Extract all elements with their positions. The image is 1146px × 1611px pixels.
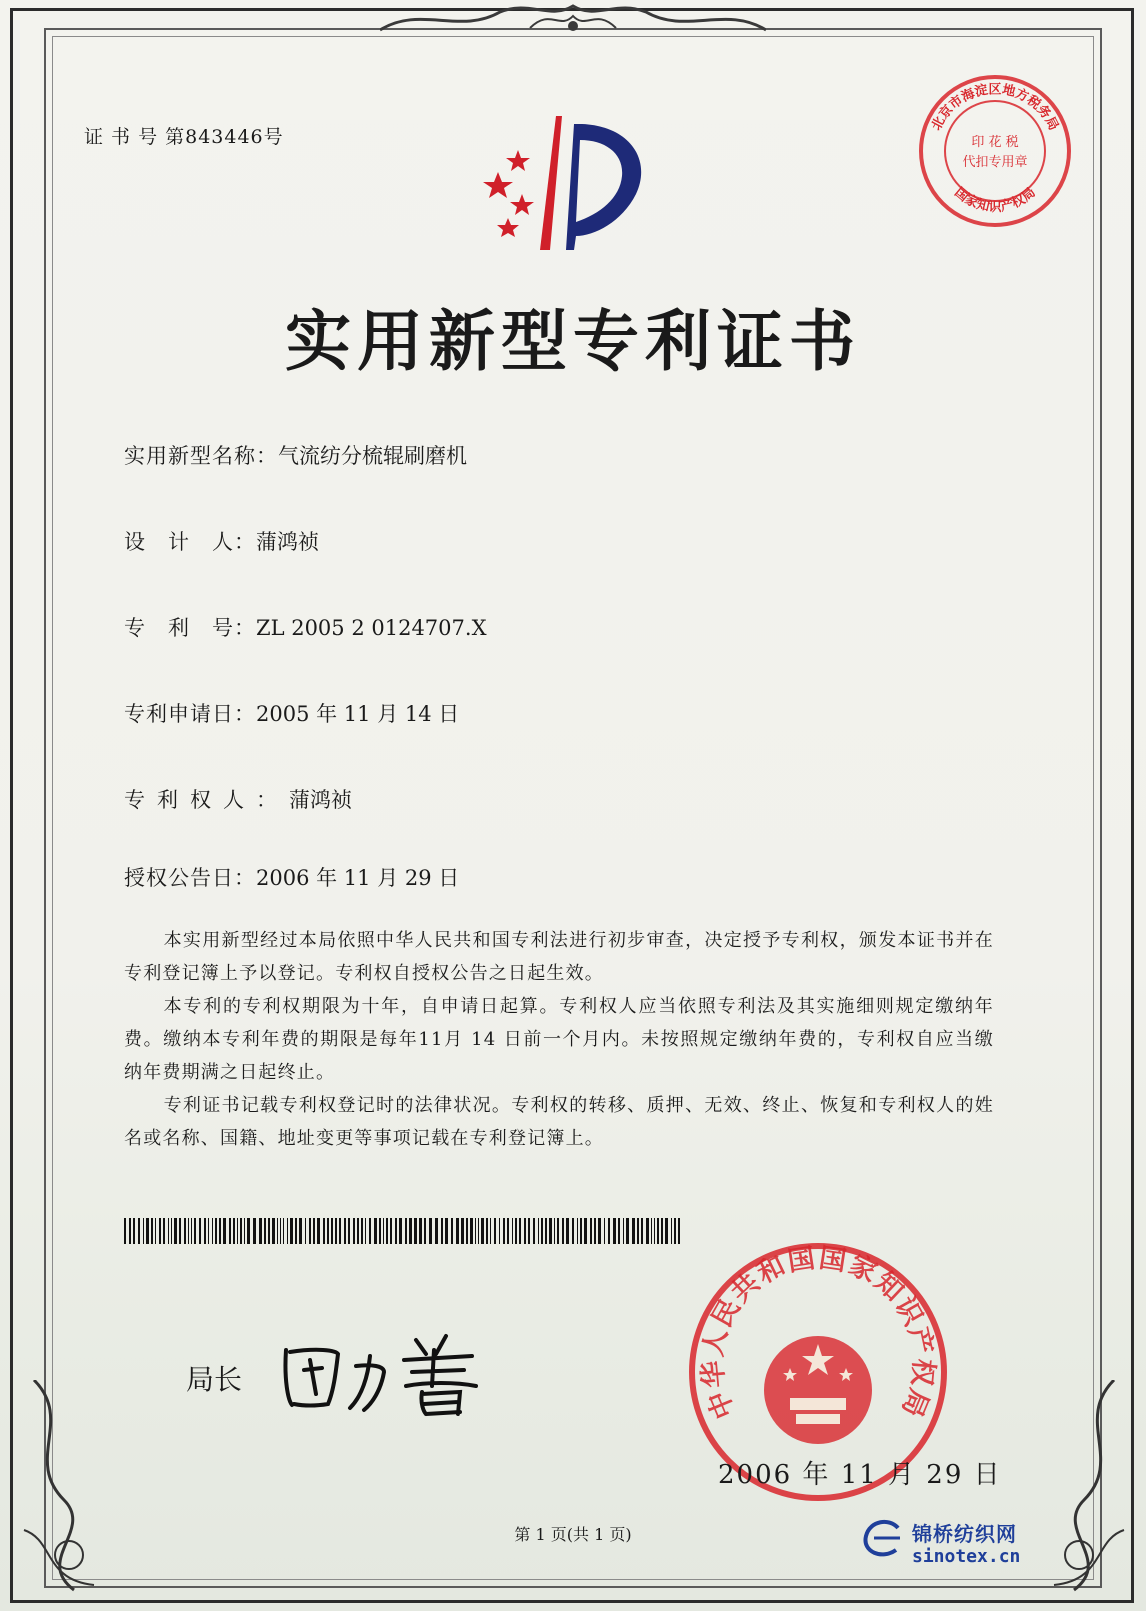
field-utility-model-name	[124, 440, 467, 470]
field-application-date	[124, 698, 459, 728]
svg-text:国家知识产权局	[951, 184, 1038, 215]
field-value: 蒲鸿祯	[289, 788, 352, 812]
field-label: 授权公告日：	[124, 866, 256, 890]
svg-text:北京市海淀区地方税务局	[929, 81, 1061, 133]
corner-ornament-bottom-right-icon	[1024, 1380, 1134, 1600]
field-label: 专利申请日：	[124, 702, 256, 726]
certificate-number: 证 书 号 第843446号	[84, 126, 284, 148]
paragraph: 专利证书记载专利权登记时的法律状况。专利权的转移、质押、无效、终止、恢复和专利权人的姓名或名称、国籍、地址变更等事项记载在专利登记簿上。	[124, 1095, 994, 1149]
seal-inner-line2: 代扣专用章	[962, 155, 1028, 170]
issue-date: 2006 年 11 月 29 日	[718, 1460, 1002, 1490]
field-value: 蒲鸿祯	[256, 530, 319, 554]
field-label: 实用新型名称：	[124, 444, 278, 468]
seal-inner-line1: 印 花 税	[971, 135, 1019, 150]
director-signature-icon	[276, 1320, 506, 1420]
watermark-logo-icon	[862, 1518, 906, 1558]
field-value: 气流纺分梳辊刷磨机	[278, 444, 467, 468]
seal-bottom-text: 国家知识产权局	[951, 185, 1039, 215]
top-ornament-icon	[380, 0, 766, 40]
corner-ornament-bottom-left-icon	[14, 1380, 124, 1600]
director-label: 局长	[186, 1363, 243, 1396]
barcode-icon	[124, 1218, 684, 1244]
seal-text: 中华人民共和国国家知识产权局	[697, 1242, 939, 1423]
seal-outer-text: 北京市海淀区地方税务局	[929, 82, 1061, 134]
watermark-domain: sinotex.cn	[912, 1546, 1021, 1567]
field-label: 设 计 人：	[124, 530, 256, 554]
tax-seal-icon	[916, 72, 1074, 230]
paragraph: 本实用新型经过本局依照中华人民共和国专利法进行初步审查，决定授予专利权，颁发本证书并在专利登记簿上予以登记。专利权自授权公告之日起生效。	[124, 930, 994, 984]
field-grant-date	[124, 862, 459, 892]
field-patent-number	[124, 612, 487, 642]
field-value: 2006 年 11 月 29 日	[256, 866, 460, 890]
field-label: 专利权人：	[124, 788, 289, 812]
field-value: 2005 年 11 月 14 日	[256, 702, 460, 726]
watermark-name: 锦桥纺织网	[912, 1522, 1017, 1546]
field-label: 专 利 号：	[124, 616, 256, 640]
field-value: ZL 2005 2 0124707.X	[256, 616, 487, 640]
field-patentee	[124, 784, 352, 814]
paragraph: 本专利的专利权期限为十年，自申请日起算。专利权人应当依照专利法及其实施细则规定缴纳年费。缴纳本专利年费的期限是每年11月 14 日前一个月内。未按照规定缴纳年费的，专利权自应当缴纳年费期满之日起终止。	[124, 996, 994, 1083]
certificate-body-text	[124, 924, 994, 1155]
certificate-title: 实用新型专利证书	[285, 302, 861, 380]
field-designer	[124, 526, 319, 556]
patent-office-emblem-icon	[470, 110, 670, 260]
page-number: 第 1 页(共 1 页)	[514, 1525, 632, 1544]
